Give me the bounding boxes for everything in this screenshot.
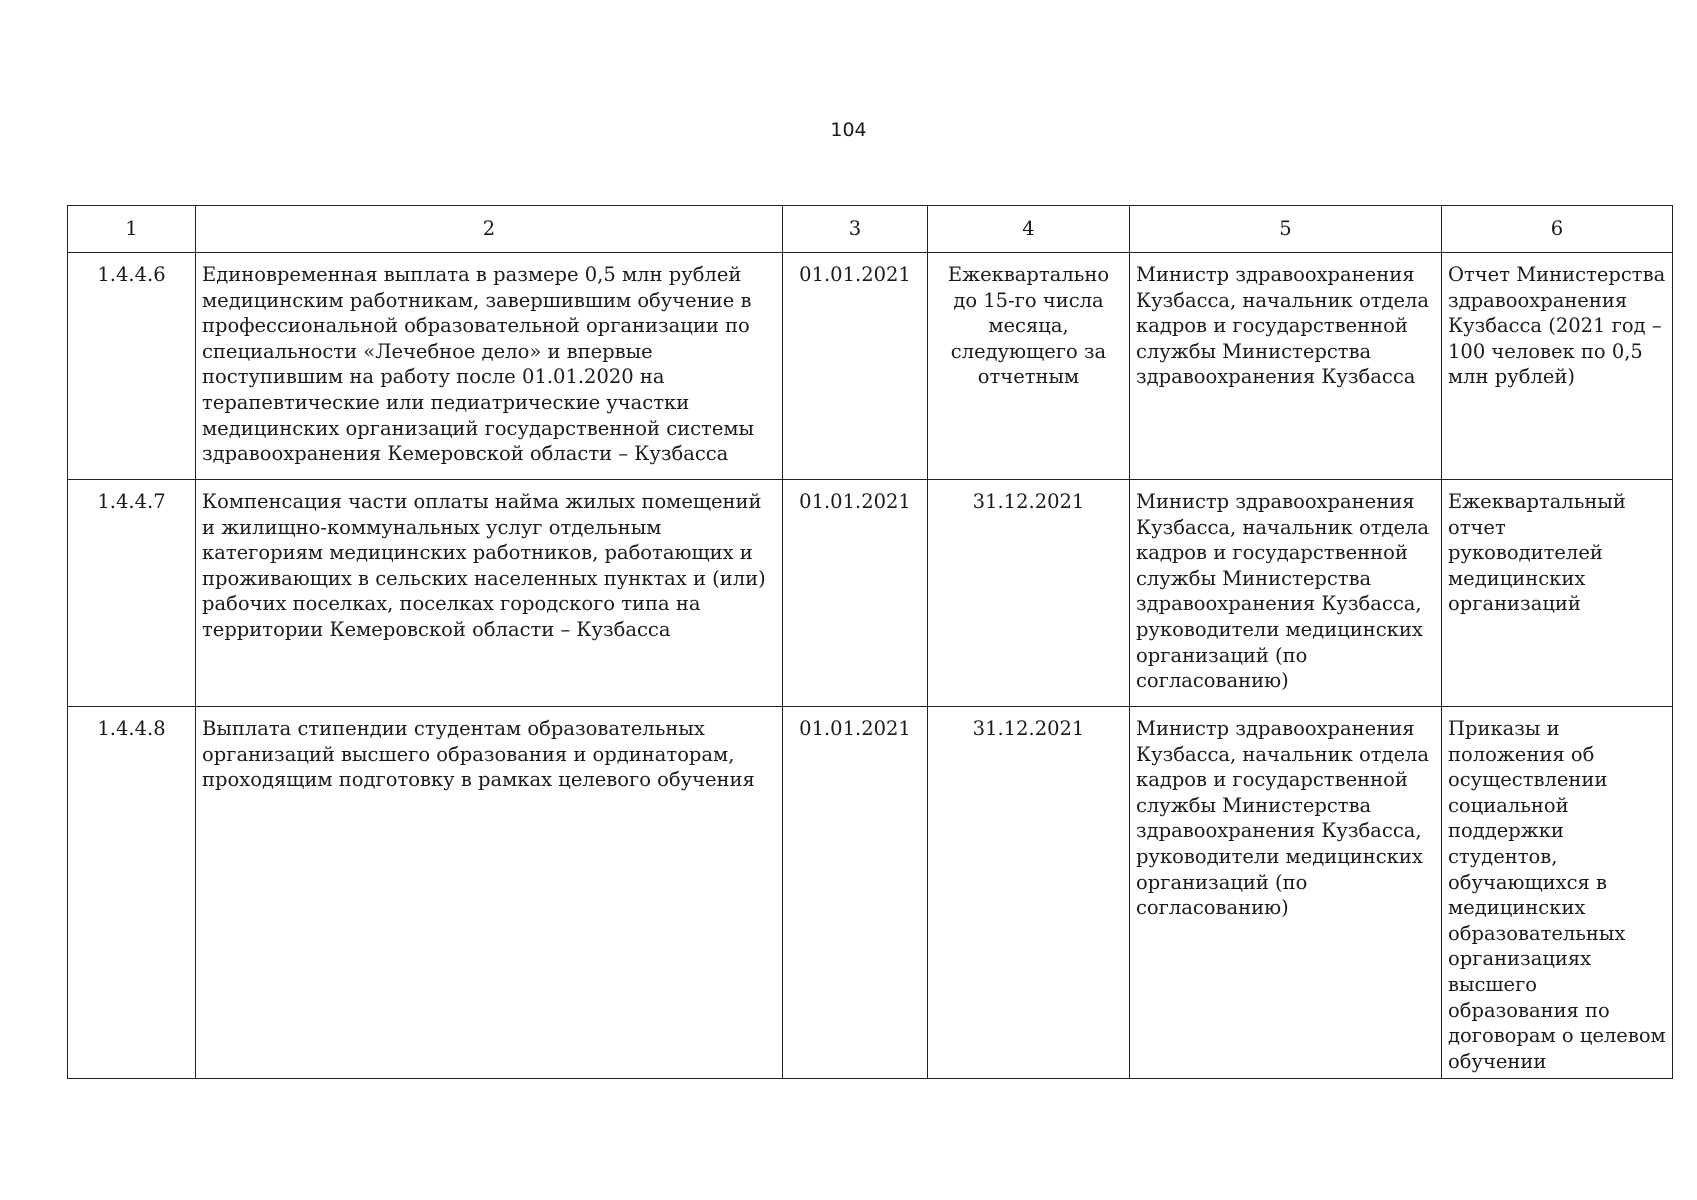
table-row [68,480,1673,707]
column-header-2: 2 [196,206,783,253]
responsible-cell: Министр здравоохранения Кузбасса, начальник отдела кадров и государственной службы Министерства здравоохранения Кузбасса, руководители медицинских организаций (по согласованию) [1130,707,1442,1079]
end-date-cell: 31.12.2021 [928,480,1130,707]
column-header-6: 6 [1442,206,1673,253]
description-cell: Компенсация части оплаты найма жилых помещений и жилищно-коммунальных услуг отдельным категориям медицинских работников, работающих и проживающих в сельских населенных пунктах и (или) рабочих поселках, поселках городского типа на территории Кемеровской области – Кузбасса [196,480,783,707]
start-date-cell: 01.01.2021 [783,707,928,1079]
column-header-5: 5 [1130,206,1442,253]
start-date-cell: 01.01.2021 [783,253,928,480]
result-cell: Ежеквартальный отчет руководителей медицинских организаций [1442,480,1673,707]
description-cell: Выплата стипендии студентам образовательных организаций высшего образования и ординаторам, проходящим подготовку в рамках целевого обучения [196,707,783,1079]
page-number: 104 [830,119,867,141]
responsible-cell: Министр здравоохранения Кузбасса, начальник отдела кадров и государственной службы Министерства здравоохранения Кузбасса [1130,253,1442,480]
responsible-cell: Министр здравоохранения Кузбасса, начальник отдела кадров и государственной службы Министерства здравоохранения Кузбасса, руководители медицинских организаций (по согласованию) [1130,480,1442,707]
column-header-4: 4 [928,206,1130,253]
table-row [68,253,1673,480]
result-cell: Отчет Министерства здравоохранения Кузбасса (2021 год – 100 человек по 0,5 млн рублей) [1442,253,1673,480]
description-cell: Единовременная выплата в размере 0,5 млн рублей медицинским работникам, завершившим обучение в профессиональной образовательной организации по специальности «Лечебное дело» и впервые поступившим на работу после 01.01.2020 на терапевтические или педиатрические участки медицинских организаций государственной системы здравоохранения Кемеровской области – Кузбасса [196,253,783,480]
table-header-row [68,206,1673,253]
column-header-3: 3 [783,206,928,253]
column-header-1: 1 [68,206,196,253]
start-date-cell: 01.01.2021 [783,480,928,707]
table-row [68,707,1673,1079]
end-date-cell: 31.12.2021 [928,707,1130,1079]
row-number-cell: 1.4.4.7 [68,480,196,707]
end-date-cell: Ежеквартально до 15-го числа месяца, следующего за отчетным [928,253,1130,480]
result-cell: Приказы и положения об осуществлении социальной поддержки студентов, обучающихся в медицинских образовательных организациях высшего образования по договорам о целевом обучении [1442,707,1673,1079]
row-number-cell: 1.4.4.6 [68,253,196,480]
measures-table [67,205,1673,1079]
row-number-cell: 1.4.4.8 [68,707,196,1079]
